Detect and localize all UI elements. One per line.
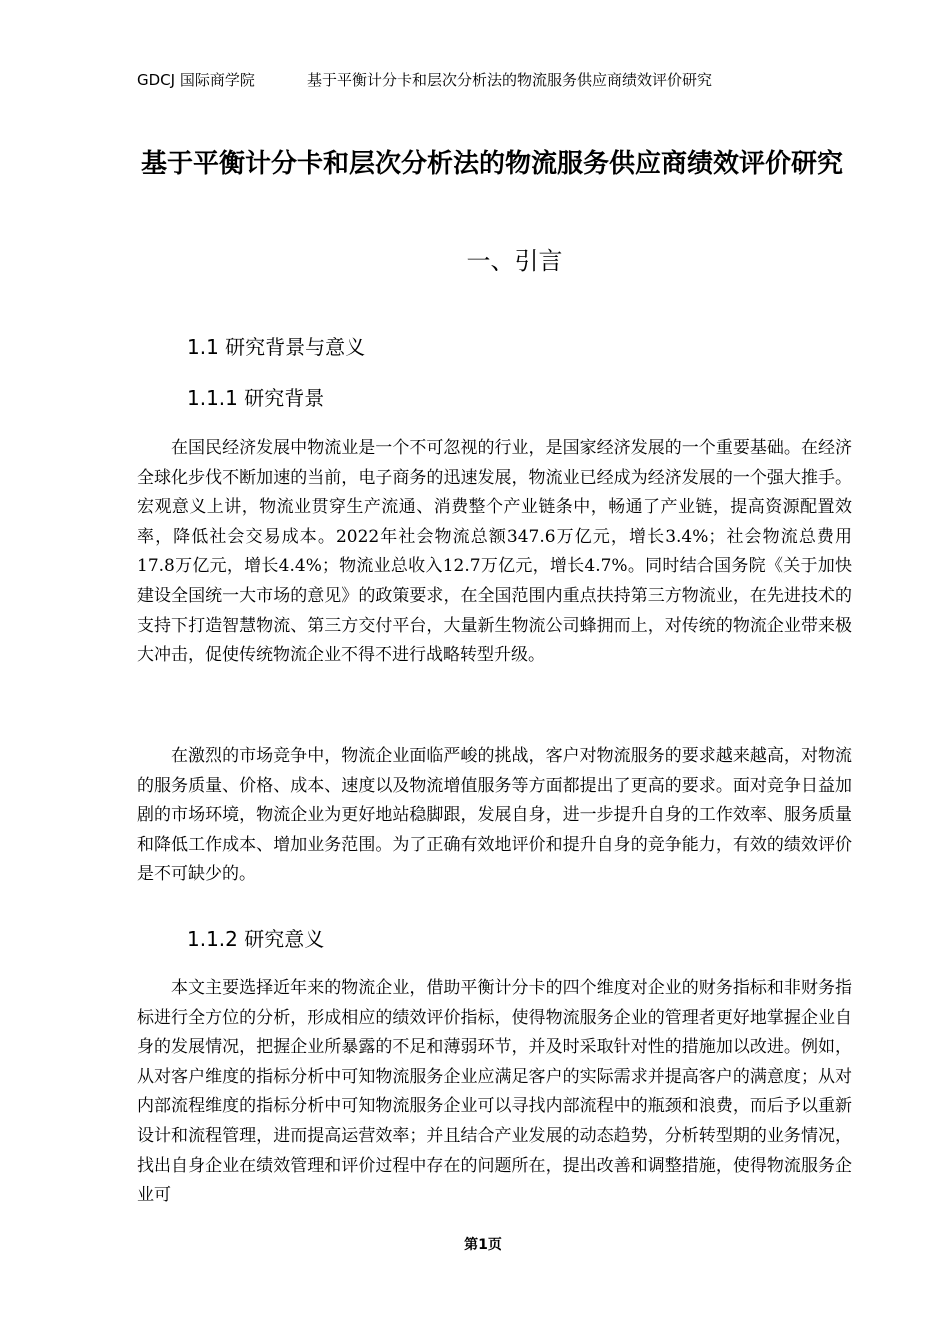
body-paragraph: 在激烈的市场竞争中，物流企业面临严峻的挑战，客户对物流服务的要求越来越高，对物流的服务质量、价格、成本、速度以及物流增值服务等方面都提出了更高的要求。面对竞争日益加剧的市场环境，物流企业为更好地站稳脚跟，发展自身，进一步提升自身的工作效率、服务质量和降低工作成本、增加业务范围。为了正确有效地评价和提升自身的竞争能力，有效的绩效评价是不可缺少的。: [137, 746, 852, 885]
document-title: 基于平衡计分卡和层次分析法的物流服务供应商绩效评价研究: [140, 149, 843, 179]
page-number: 第1页: [464, 1237, 502, 1253]
section-heading-1-1-1: 1.1.1 研究背景: [187, 386, 325, 410]
header-school: GDCJ 国际商学院: [137, 71, 255, 89]
header-rule: [137, 94, 813, 95]
chapter-heading: 一、引言: [466, 247, 563, 275]
body-paragraph: 在国民经济发展中物流业是一个不可忽视的行业，是国家经济发展的一个重要基础。在经济全球化步伐不断加速的当前，电子商务的迅速发展，物流业已经成为经济发展的一个强大推手。宏观意义上讲，物流业贯穿生产流通、消费整个产业链条中，畅通了产业链，提高资源配置效率，降低社会交易成本。2022年社会物流总额347.6万亿元，增长3.4%；社会物流总费用17.8万亿元，增长4.4%；物流业总收入12.7万亿元，增长4.7%。同时结合国务院《关于加快建设全国统一大市场的意见》的政策要求，在全国范围内重点扶持第三方物流业，在先进技术的支持下打造智慧物流、第三方交付平台，大量新生物流公司蜂拥而上，对传统的物流企业带来极大冲击，促使传统物流企业不得不进行战略转型升级。: [137, 438, 852, 666]
running-header: [137, 70, 712, 90]
header-running-title: 基于平衡计分卡和层次分析法的物流服务供应商绩效评价研究: [307, 71, 713, 89]
section-heading-1-1-2: 1.1.2 研究意义: [187, 927, 325, 951]
body-paragraph: 本文主要选择近年来的物流企业，借助平衡计分卡的四个维度对企业的财务指标和非财务指标进行全方位的分析，形成相应的绩效评价指标，使得物流服务企业的管理者更好地掌握企业自身的发展情况，把握企业所暴露的不足和薄弱环节，并及时采取针对性的措施加以改进。例如，从对客户维度的指标分析中可知物流服务企业应满足客户的实际需求并提高客户的满意度；从对内部流程维度的指标分析中可知物流服务企业可以寻找内部流程中的瓶颈和浪费，而后予以重新设计和流程管理，进而提高运营效率；并且结合产业发展的动态趋势，分析转型期的业务情况，找出自身企业在绩效管理和评价过程中存在的问题所在，提出改善和调整措施，使得物流服务企业可: [137, 978, 852, 1206]
section-heading-1-1: 1.1 研究背景与意义: [187, 335, 366, 359]
